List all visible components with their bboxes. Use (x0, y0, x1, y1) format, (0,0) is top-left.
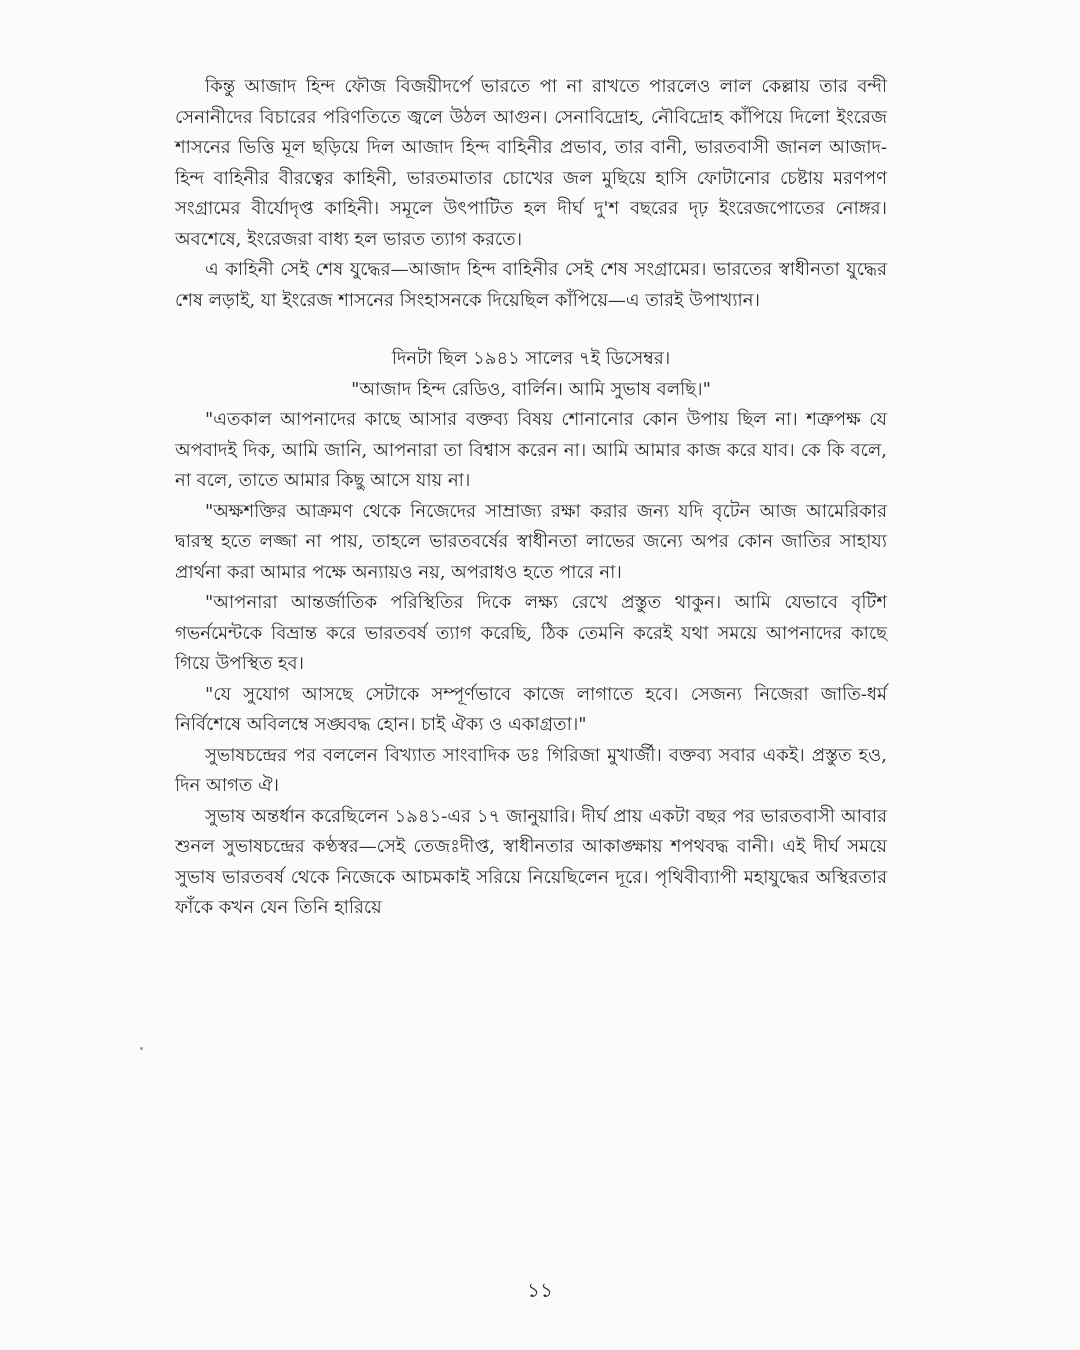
speech-paragraph-2: "অক্ষশক্তির আক্রমণ থেকে নিজেদের সাম্রাজ্য রক্ষা করার জন্য যদি বৃটেন আজ আমেরিকার দ্বারস্থ হতে লজ্জা না পায়, তাহলে ভারতবর্ষের স্বাধীনতা লাভের জন্যে অপর কোন জাতির সাহায্য প্রার্থনা করা আমার পক্ষে অন্যায়ও নয়, অপরাধও হতে পারে না। (175, 500, 887, 583)
page-number: ১১ (527, 1278, 553, 1302)
paragraph-journalist: সুভাষচন্দ্রের পর বললেন বিখ্যাত সাংবাদিক ডঃ গিরিজা মুখার্জী। বক্তব্য সবার একই। প্রস্তুত হও, দিন আগত ঐ। (175, 744, 887, 796)
page-body (175, 72, 887, 924)
paragraph-story-summary: এ কাহিনী সেই শেষ যুদ্ধের—আজাদ হিন্দ বাহিনীর সেই শেষ সংগ্রামের। ভারতের স্বাধীনতা যুদ্ধের শেষ লড়াই, যা ইংরেজ শাসনের সিংহাসনকে দিয়েছিল কাঁপিয়ে—এ তারই উপাখ্যান। (175, 259, 887, 311)
speech-paragraph-3: "আপনারা আন্তর্জাতিক পরিস্থিতির দিকে লক্ষ্য রেখে প্রস্তুত থাকুন। আমি যেভাবে বৃটিশ গভর্নমেন্টকে বিভ্রান্ত করে ভারতবর্ষ ত্যাগ করেছি, ঠিক তেমনি করেই যথা সময়ে আপনাদের কাছে গিয়ে উপস্থিত হব। (175, 592, 887, 674)
print-speck (140, 1047, 143, 1050)
radio-announcement: "আজাদ হিন্দ রেডিও, বার্লিন। আমি সুভাষ বলছি।" (351, 378, 711, 400)
date-line: দিনটা ছিল ১৯৪১ সালের ৭ই ডিসেম্বর। (391, 348, 671, 369)
paragraph-intro: কিন্তু আজাদ হিন্দ ফৌজ বিজয়ীদর্পে ভারতে পা না রাখতে পারলেও লাল কেল্লায় তার বন্দী সেনানীদের বিচারের পরিণতিতে জ্বলে উঠল আগুন। সেনাবিদ্রোহ, নৌবিদ্রোহ কাঁপিয়ে দিলো ইংরেজ শাসনের ভিত্তি মূল ছড়িয়ে দিল আজাদ হিন্দ বাহিনীর প্রভাব, তার বানী, ভারতবাসী জানল আজাদ-হিন্দ বাহিনীর বীরত্বের কাহিনী, ভারতমাতার চোখের জল মুছিয়ে হাসি ফোটানোর চেষ্টায় মরণপণ সংগ্রামের বীর্যোদৃপ্ত কাহিনী। সমূলে উৎপাটিত হল দীর্ঘ দু'শ বছরের দৃঢ় ইংরেজপোতের নোঙ্গর। অবশেষে, ইংরেজরা বাধ্য হল ভারত ত্যাগ করতে। (175, 76, 887, 250)
speech-paragraph-1: "এতকাল আপনাদের কাছে আসার বক্তব্য বিষয় শোনানোর কোন উপায় ছিল না। শত্রুপক্ষ যে অপবাদই দিক, আমি জানি, আপনারা তা বিশ্বাস করেন না। আমি আমার কাজ করে যাব। কে কি বলে, না বলে, তাতে আমার কিছু আসে যায় না। (175, 409, 887, 491)
speech-paragraph-4: "যে সুযোগ আসছে সেটাকে সম্পূর্ণভাবে কাজে লাগাতে হবে। সেজন্য নিজেরা জাতি-ধর্ম নির্বিশেষে অবিলম্বে সঙ্ঘবদ্ধ হোন। চাই ঐক্য ও একাগ্রতা।" (175, 683, 887, 735)
paragraph-disappearance: সুভাষ অন্তর্ধান করেছিলেন ১৯৪১-এর ১৭ জানুয়ারি। দীর্ঘ প্রায় একটা বছর পর ভারতবাসী আবার শুনল সুভাষচন্দ্রের কণ্ঠস্বর—সেই তেজঃদীপ্ত, স্বাধীনতার আকাঙ্ক্ষায় শপথবদ্ধ বানী। এই দীর্ঘ সময়ে সুভাষ ভারতবর্ষ থেকে নিজেকে আচমকাই সরিয়ে নিয়েছিলেন দূরে। পৃথিবীব্যাপী মহাযুদ্ধের অস্থিরতার ফাঁকে কখন যেন তিনি হারিয়ে (175, 805, 887, 918)
